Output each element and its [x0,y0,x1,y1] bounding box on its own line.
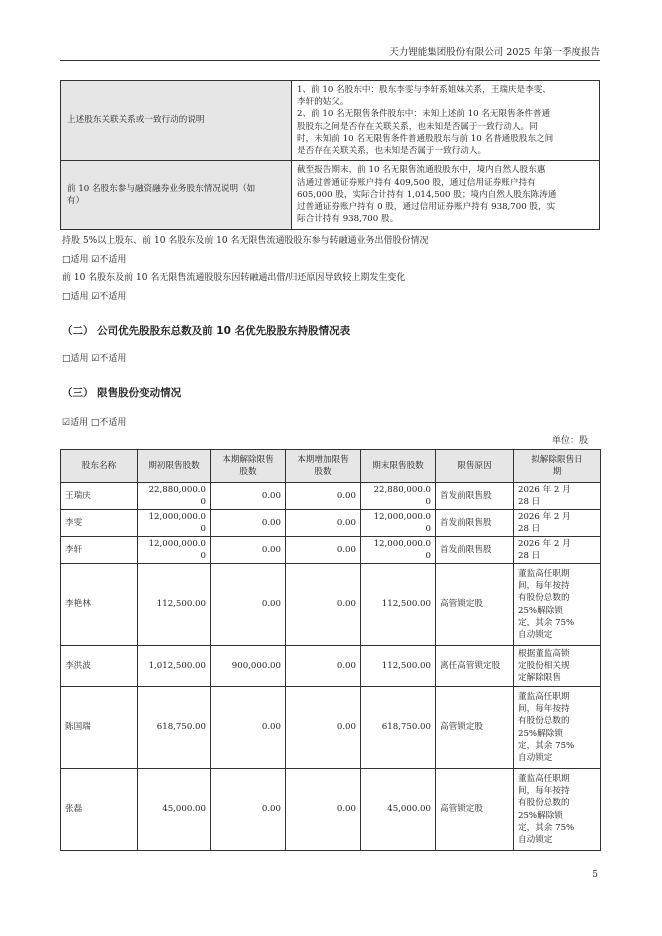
cell-start: 12,000,000.0 0 [138,537,211,564]
table-row [61,769,601,851]
margin-trading-line: 过普通证券账户持有 0 股，通过信用证券账户持有 938,700 股，实 [297,202,556,213]
cell-start: 1,012,500.00 [138,646,211,687]
cell-start: 12,000,000.0 0 [138,510,211,537]
cell-date: 董监高任职期 间，每年按持 有股份总数的 25%解除锁 定，其余 75% 自动锁定 [514,564,601,646]
report-header: 天力锂能集团股份有限公司 2025 年第一季度报告 [389,47,600,58]
cell-end: 45,000.00 [361,769,436,851]
cell-name: 王瑞庆 [61,483,138,510]
relations-line: 股股东之间是否存在关联关系，也未知是否属于一致行动人。同 [297,121,538,132]
cell-date: 2026 年 2 月 28 日 [514,510,601,537]
preferred-shares-option: □适用 ☑不适用 [62,354,127,364]
cell-added: 0.00 [286,510,361,537]
refinancing-lending-option: □适用 ☑不适用 [62,255,127,265]
relations-row [61,81,600,161]
col-header-released: 本期解除限售 股数 [211,450,286,483]
cell-reason: 离任高管锁定股 [436,646,514,687]
cell-name: 李轩 [61,537,138,564]
cell-name: 李洪波 [61,646,138,687]
relations-line: 是否存在关联关系，也未知是否属于一致行动人。 [297,145,487,156]
margin-trading-value [292,161,600,230]
cell-name: 张磊 [61,769,138,851]
refinancing-change-text: 前 10 名股东及前 10 名无限售流通股股东因转融通出借/归还原因导致较上期发生变化 [62,273,406,283]
restricted-shares-heading: （三） 限售股份变动情况 [62,387,182,399]
cell-date: 2026 年 2 月 28 日 [514,483,601,510]
cell-end: 618,750.00 [361,687,436,769]
margin-trading-row [61,161,600,230]
margin-trading-label [61,161,292,230]
table-row [61,510,601,537]
cell-end: 12,000,000.0 0 [361,537,436,564]
cell-added: 0.00 [286,687,361,769]
restricted-shares-table [60,449,601,851]
table-header-row [61,450,601,483]
margin-trading-line: 截至报告期末，前 10 名无限售流通股股东中，境内自然人股东惠 [297,165,546,176]
relations-line: 1、前 10 名股东中：股东李雯与李轩系姐妹关系，王瑞庆是李雯、 [297,84,551,95]
cell-date: 董监高任职期 间，每年按持 有股份总数的 25%解除锁 定，其余 75% 自动锁定 [514,687,601,769]
col-header-end: 期末限售股数 [361,450,436,483]
col-header-start: 期初限售股数 [138,450,211,483]
cell-released: 0.00 [211,537,286,564]
cell-added: 0.00 [286,537,361,564]
margin-trading-label-line: 有） [67,196,85,206]
cell-end: 22,880,000.0 0 [361,483,436,510]
cell-start: 22,880,000.0 0 [138,483,211,510]
relations-line: 2、前 10 名无限售条件股东中：未知上述前 10 名无限售条件普通 [297,109,551,120]
cell-reason: 高管锁定股 [436,687,514,769]
cell-end: 112,500.00 [361,646,436,687]
margin-trading-line: 洁通过普通证券账户持有 409,500 股，通过信用证券账户持有 [297,177,536,188]
refinancing-change-option: □适用 ☑不适用 [62,292,127,302]
margin-trading-line: 605,000 股，实际合计持有 1,014,500 股；境内自然人股东陈涛通 [297,189,557,200]
cell-released: 0.00 [211,769,286,851]
cell-reason: 首发前限售股 [436,537,514,564]
table-row [61,687,601,769]
cell-start: 618,750.00 [138,687,211,769]
cell-start: 112,500.00 [138,564,211,646]
cell-date: 董监高任职期 间，每年按持 有股份总数的 25%解除锁 定，其余 75% 自动锁定 [514,769,601,851]
cell-name: 李雯 [61,510,138,537]
cell-released: 0.00 [211,687,286,769]
refinancing-lending-text: 持股 5%以上股东、前 10 名股东及前 10 名无限售流通股股东参与转融通业务出借股份情况 [62,236,429,246]
col-header-date: 拟解除限售日 期 [514,450,601,483]
cell-name: 李艳林 [61,564,138,646]
cell-released: 0.00 [211,510,286,537]
table-row [61,537,601,564]
cell-reason: 首发前限售股 [436,483,514,510]
unit-label: 单位：股 [551,436,588,446]
cell-date: 2026 年 2 月 28 日 [514,537,601,564]
table-row [61,483,601,510]
cell-added: 0.00 [286,483,361,510]
cell-reason: 高管锁定股 [436,769,514,851]
relations-value [292,81,600,161]
restricted-shares-option: ☑适用 □不适用 [62,418,127,428]
cell-start: 45,000.00 [138,769,211,851]
cell-added: 0.00 [286,564,361,646]
cell-name: 陈国瑞 [61,687,138,769]
page-number: 5 [592,870,598,880]
margin-trading-label-line: 前 10 名股东参与融资融券业务股东情况说明（如 [67,183,256,194]
cell-added: 0.00 [286,646,361,687]
col-header-added: 本期增加限售 股数 [286,450,361,483]
cell-added: 0.00 [286,769,361,851]
cell-end: 12,000,000.0 0 [361,510,436,537]
table-row [61,646,601,687]
relations-line: 时，未知前 10 名无限售条件普通股股东与前 10 名普通股股东之间 [297,133,554,144]
margin-trading-line: 际合计持有 938,700 股。 [297,214,399,225]
col-header-name: 股东名称 [61,450,138,483]
relations-line: 李轩的姑父。 [297,97,349,108]
cell-reason: 高管锁定股 [436,564,514,646]
cell-reason: 首发前限售股 [436,510,514,537]
header-rule [60,60,600,61]
cell-released: 0.00 [211,483,286,510]
shareholder-relations-table [60,80,600,230]
col-header-reason: 限售原因 [436,450,514,483]
cell-end: 112,500.00 [361,564,436,646]
cell-date: 根据董监高锁 定股份相关规 定解除限售 [514,646,601,687]
preferred-shares-heading: （二） 公司优先股股东总数及前 10 名优先股股东持股情况表 [62,325,351,337]
table-row [61,564,601,646]
cell-released: 0.00 [211,564,286,646]
relations-label: 上述股东关联关系或一致行动的说明 [61,81,292,161]
cell-released: 900,000.00 [211,646,286,687]
